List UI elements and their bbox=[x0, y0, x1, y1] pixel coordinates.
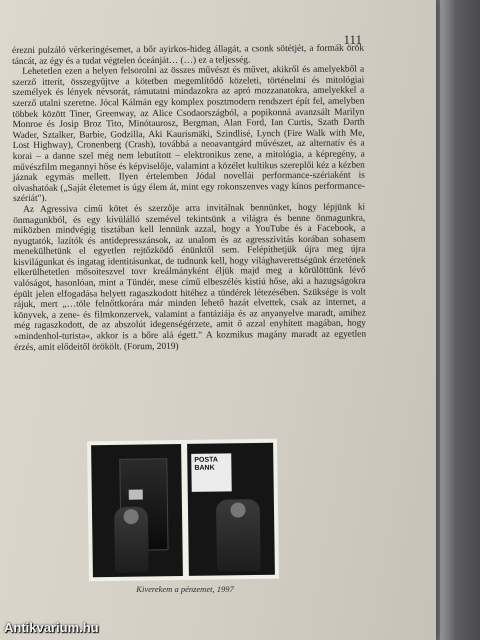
person-figure bbox=[216, 499, 261, 572]
photo-figure bbox=[87, 439, 279, 582]
photo-right bbox=[187, 443, 275, 576]
bank-sign: POSTA BANK bbox=[191, 453, 232, 492]
page-number: 111 bbox=[343, 32, 362, 47]
paragraph-1: érezni pulzáló vérkeringésemet, a bőr ayirkos-hideg állagát, a csonk sötétjét, a formák örök táncát, az égy és a tudat végtelen óceánját… (…) ez a teljesség. bbox=[12, 43, 365, 67]
photo-left bbox=[91, 444, 183, 577]
watermark: Antikvarium.hu bbox=[4, 620, 99, 635]
photo-caption: Kiverekem a pénzemet, 1997 bbox=[136, 584, 234, 594]
door-sign bbox=[129, 490, 143, 500]
paragraph-3: Az Agressiva című kötet és szerzője arra invitálnak bennünket, hogy lépjünk ki önmagunkból, és egy kívülálló szemével tekintsünk a világra és benne önmagunkra, miközben mindvégig tisztában kell lennünk azzal, hogy a YouTube és a Facebook, a nyugtatók, lazítók és antidepresszánsok, az unalom és az agresszivitás korában sohasem menekülhetünk el egyetlen rejtőzködő énünktől sem. Felépíthetjük újra meg újra kisvilágunkat és ingatag identitásunkat, de tudnunk kell, hogy világhaverettségünk érzetének elkerülhetetlen mősoiteszvel tovr kreálmányként éljük majd meg a körülöttünk lévő valóságot, hasonlóan, mint a Tündér, mese című elbeszélés kistiú hőse, aki a hazugságokra épült jelen elfogadása helyett ragaszkodott hitéhez a tündérek létezésében. Szüksége is volt rájuk, mert „…töle felnőttkorára már minden lehető hazát elvettek, csak az internet, a könyvek, a zene- és filmkonzervek, valamint a fantáziája és az anyanyelve maradt, amihez még ragaszkodott, de az abszolút idegenségérzete, amit ő azzal enyhített magában, hogy »mindenhol-turista«, akkor is a bőre alá égett." A kozmikus magány maradt az egyetlen érzés, amit elődeitől örökölt. (Forum, 2019) bbox=[13, 202, 367, 353]
paragraph-2: Lehetetlen ezen a helyen felsorolni az összes művészt és művet, akikről és amelyekből a szerző itterít, összegyűjtve a kötetben megemlítődő közeleti, történelmi és mitológiai személyek és lények névsorát, rámutatni mindazokra az apró mozzanatokra, amelyekkel a szerző utalni szeretne. Jócal Kálmán egy komplex posztmodern rendszert épít fel, amelyben többek között Tiner, Greenway, az Alice Csodaországból, a popikonná avanzsált Marilyn Monroe és Josip Broz Tito, Minótaurosz, Bergman, Alan Ford, Ian Curtis, Szath Darth Wader, Sztalker, Barbie, Godzilla, Aki Kaurismäki, Szindlisé, Lynch (Fire Walk with Me, Lost Highway), Cronenberg (Crash), továbbá a neoavantgárd művészet, az alternatív és a korai – a danne szel még nem lebutított – elektronikus zene, a mitológia, a képregény, a művészfilm megannyi hőse és képviselője, valamint a közélet kultikus szereplői kéz a kézben jáznak egymás mellett. Ilyen értelemben Jódal novellái performance-szériaként is olvashatóak („Saját életemet is úgy élem át, mint egy rokonszenves vagy kínos performance-szériát"). bbox=[12, 64, 366, 205]
person-figure bbox=[114, 506, 149, 572]
background-edge bbox=[440, 0, 480, 640]
body-text bbox=[12, 44, 366, 354]
